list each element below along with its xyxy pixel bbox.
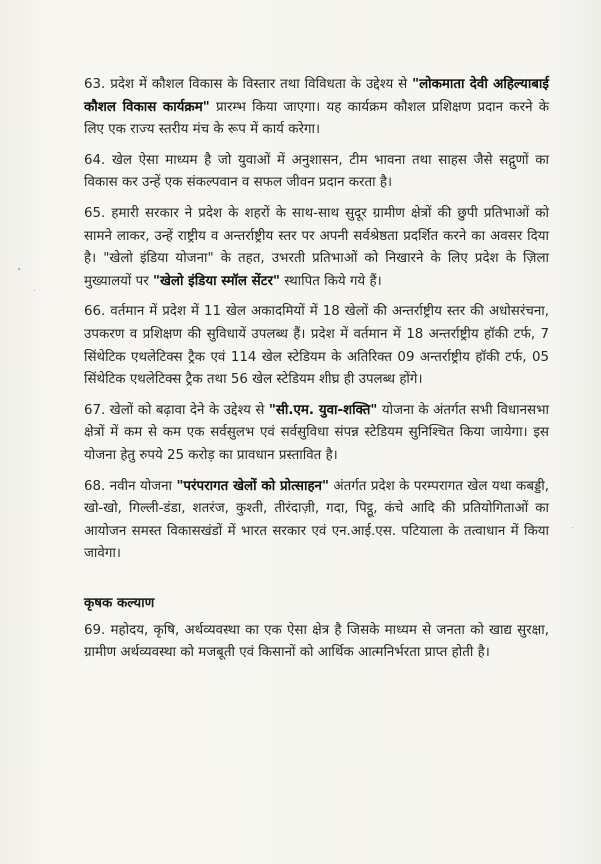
paragraph-text: हमारी सरकार ने प्रदेश के शहरों के साथ-साथ सुदूर ग्रामीण क्षेत्रों की छुपी प्रतिभाओं को सामने लाकर, उन्हें राष्ट्रीय व अन्तर्राष्ट्रीय स्तर पर अपनी सर्वश्रेष्ठता प्रदर्शित करने का अवसर दिया है। "खेलो इंडिया योजना" के तहत, उभरती प्रतिभाओं को निखारने के लिए प्रदेश के ज़िला मुख्यालयों पर	[84, 205, 549, 289]
paragraph-text: प्रदेश में कौशल विकास के विस्तार तथा विविधता के उद्देश्य से	[110, 77, 408, 92]
paragraph-63	[84, 74, 549, 142]
paragraph-number: 63.	[84, 77, 106, 92]
paragraph-number: 64.	[84, 152, 106, 168]
scheme-name-bold: "परंपरागत खेलों को प्रोत्साहन"	[176, 478, 329, 494]
paragraph-text: महोदय, कृषि, अर्थव्यवस्था का एक ऐसा क्षेत्र है जिसके माध्यम से जनता को खाद्य सुरक्षा, ग्रामीण अर्थव्यवस्था को मजबूती एवं किसानों को आर्थिक आत्मनिर्भरता प्राप्त होती है।	[84, 622, 549, 661]
paragraph-69	[84, 620, 549, 665]
paragraph-number: 66.	[84, 304, 106, 320]
paragraph-number: 68.	[84, 478, 106, 494]
paragraph-number: 69.	[84, 622, 106, 638]
paragraph-text: वर्तमान में प्रदेश में 11 खेल अकादमियों में 18 खेलों की अन्तर्राष्ट्रीय स्तर की अधोसरंचना, उपकरण व प्रशिक्षण की सुविधायें उपलब्ध हैं। प्रदेश में वर्तमान में 18 अन्तर्राष्ट्रीय हॉकी टर्फ, 7 सिंथेटिक एथलेटिक्स ट्रैक एवं 114 खेल स्टेडियम के अतिरिक्त 09 अन्तर्राष्ट्रीय हॉकी टर्फ, 05 सिंथेटिक एथलेटिक्स ट्रैक तथा 56 खेल स्टेडियम शीघ्र ही उपलब्ध होंगे।	[84, 304, 549, 388]
paragraph-66	[84, 301, 549, 391]
scheme-name-bold: "लोकमाता देवी अहिल्याबाई कौशल विकास कार्यक्रम"	[84, 77, 549, 115]
scheme-name-bold: "सी.एम. युवा-शक्ति"	[268, 402, 378, 418]
paragraph-text: स्थापित किये गये हैं।	[284, 273, 382, 289]
paragraph-number: 67.	[84, 402, 106, 418]
scan-speck	[572, 527, 573, 528]
scheme-name-bold: "खेलो इंडिया स्मॉल सेंटर"	[153, 273, 280, 289]
paragraph-67	[84, 400, 549, 468]
paragraph-text: नवीन योजना	[109, 478, 173, 494]
paragraph-text: प्रारम्भ किया जाएगा। यह कार्यक्रम कौशल प्रशिक्षण प्रदान करने के लिए एक राज्य स्तरीय मंच के रूप में कार्य करेगा।	[84, 99, 550, 138]
paragraph-text: खेलों को बढ़ावा देने के उद्देश्य से	[109, 402, 265, 418]
paragraph-text: अंतर्गत प्रदेश के परम्परागत खेल यथा कबड्डी, खो-खो, गिल्ली-डंडा, शतरंज, कुश्ती, तीरंदाज़ी, गदा, पिट्ठू, कंचे आदि की प्रतियोगिताओं का आयोजन समस्त विकासखंडों में भारत सरकार एवं एन.आई.एस. पटियाला के तत्वाधान में किया जावेगा।	[84, 478, 549, 562]
scan-speck	[34, 290, 35, 291]
scan-speck	[18, 268, 20, 270]
section-heading: कृषक कल्याण	[84, 595, 155, 611]
paragraph-68	[84, 476, 549, 566]
paragraph-number: 65.	[84, 205, 106, 221]
paragraph-64	[84, 150, 549, 195]
paragraph-text: खेल ऐसा माध्यम है जो युवाओं में अनुशासन, टीम भावना तथा साहस जैसे सद्गुणों का विकास कर उन्हें एक संकल्पवान व सफल जीवन प्रदान करता है।	[84, 152, 549, 191]
paragraph-text: योजना के अंतर्गत सभी विधानसभा क्षेत्रों में कम से कम एक सर्वसुलभ एवं सर्वसुविधा संपन्न स्टेडियम सुनिश्चित किया जायेगा। इस योजना हेतु रुपये 25 करोड़ का प्रावधान प्रस्तावित है।	[84, 402, 549, 463]
paragraph-65	[84, 203, 549, 293]
